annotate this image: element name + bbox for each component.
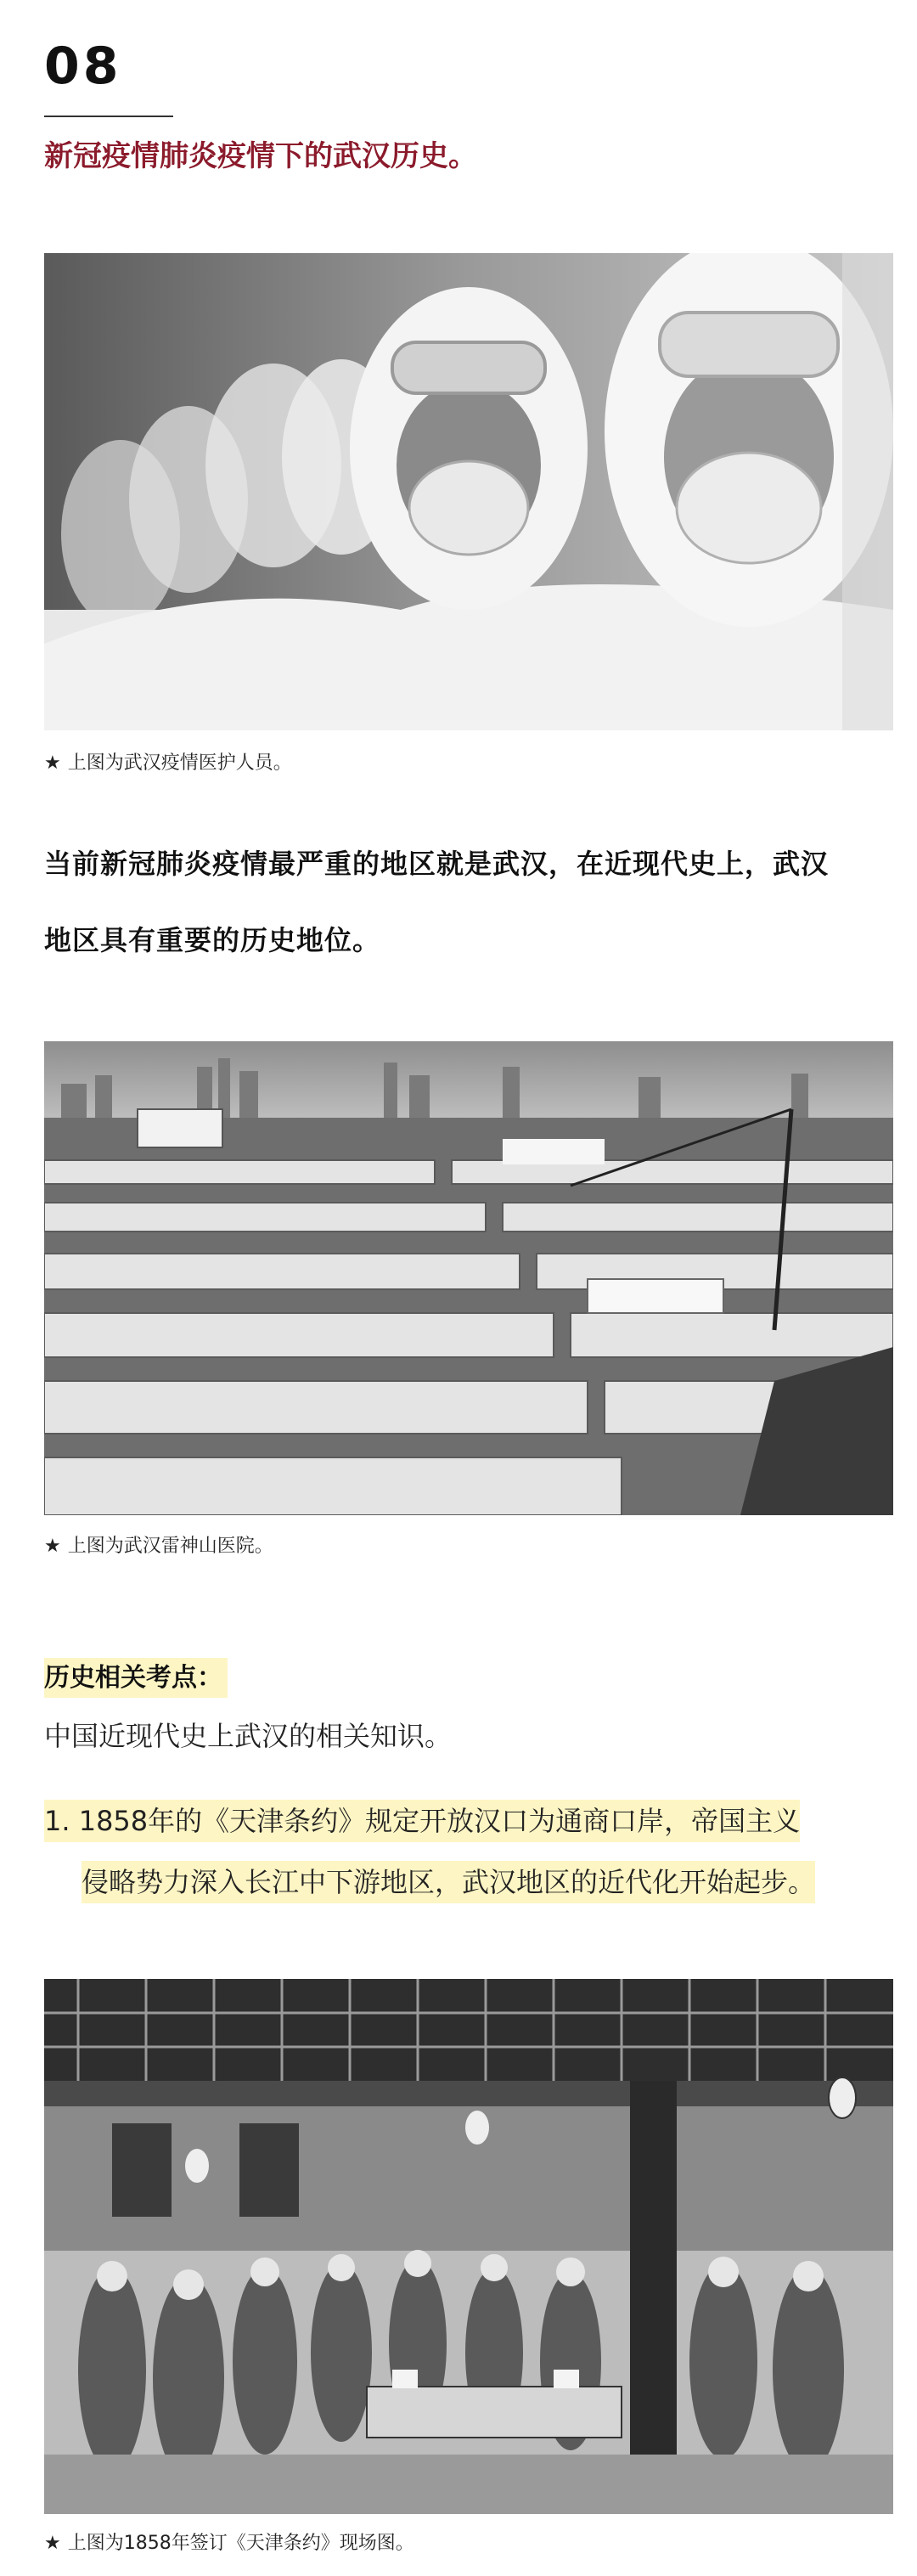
photo-medical-staff <box>44 253 893 730</box>
photo-treaty-of-tianjin <box>44 1979 893 2514</box>
history-heading: 历史相关考点： <box>44 1658 228 1698</box>
star-icon: ★ <box>44 1536 61 1557</box>
section-title: 新冠疫情肺炎疫情下的武汉历史。 <box>44 139 477 173</box>
medical-staff-illustration <box>44 253 893 730</box>
caption-text: 上图为武汉疫情医护人员。 <box>67 753 292 774</box>
section-divider <box>44 116 173 117</box>
treaty-signing-illustration <box>44 1979 893 2514</box>
section-number: 08 <box>44 37 122 96</box>
photo-caption <box>44 2533 414 2555</box>
intro-paragraph <box>44 826 885 978</box>
history-point <box>44 1790 885 1913</box>
caption-text: 上图为1858年签订《天津条约》现场图。 <box>67 2533 414 2554</box>
paragraph-line: 当前新冠肺炎疫情最严重的地区就是武汉，在近现代史上，武汉 <box>44 848 830 880</box>
point-line: 侵略势力深入长江中下游地区，武汉地区的近代化开始起步。 <box>82 1861 815 1903</box>
photo-caption <box>44 1536 273 1558</box>
point-line: 1. 1858年的《天津条约》规定开放汉口为通商口岸，帝国主义 <box>44 1800 800 1842</box>
photo-caption <box>44 753 292 775</box>
star-icon: ★ <box>44 2533 61 2554</box>
hospital-construction-illustration <box>44 1041 893 1515</box>
caption-text: 上图为武汉雷神山医院。 <box>67 1536 273 1557</box>
photo-leishenshan-hospital <box>44 1041 893 1515</box>
paragraph-line: 地区具有重要的历史地位。 <box>44 924 381 956</box>
history-intro: 中国近现代史上武汉的相关知识。 <box>44 1720 453 1752</box>
star-icon: ★ <box>44 753 61 774</box>
